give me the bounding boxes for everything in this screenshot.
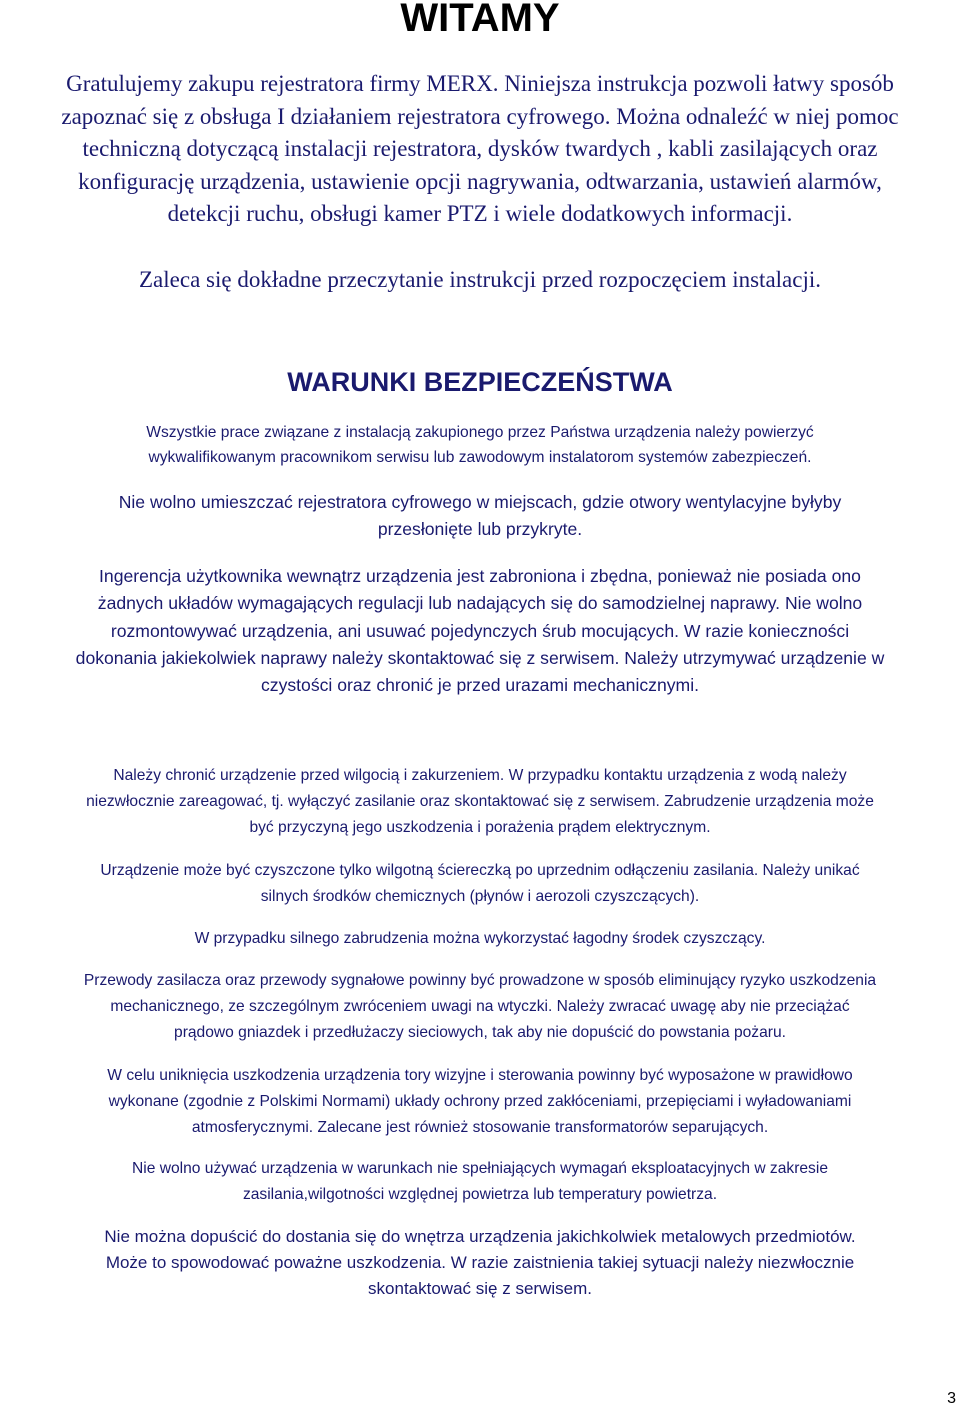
paragraph-line: Urządzenie może być czyszczone tylko wilgotną ściereczką po uprzednim odłączeniu zasilania. Należy unikać <box>100 862 860 879</box>
paragraph-line: atmosferycznymi. Zalecane jest również stosowanie transformatorów separujących. <box>191 1119 769 1136</box>
paragraph-line: W celu uniknięcia uszkodzenia urządzenia tory wizyjne i sterowania powinny być wyposażone w prawidłowo <box>107 1067 853 1084</box>
paragraph-line: W przypadku silnego zabrudzenia można wykorzystać łagodny środek czyszczący. <box>194 930 766 947</box>
paragraph-line: być przyczyną jego uszkodzenia i porażenia prądem elektrycznym. <box>249 819 711 836</box>
safety-paragraph-qualified-staff <box>0 420 960 470</box>
paragraph-line: Nie wolno umieszczać rejestratora cyfrowego w miejscach, gdzie otwory wentylacyjne byłyby <box>118 492 842 512</box>
safety-paragraph-moisture <box>0 763 960 841</box>
safety-paragraph-surge-protection <box>0 1063 960 1141</box>
paragraph-line: wykwalifikowanym pracownikom serwisu lub zawodowym instalatorom systemów zabezpieczeń. <box>148 449 812 466</box>
paragraph-line: czystości oraz chronić je przed urazami mechanicznymi. <box>260 675 700 696</box>
paragraph-line: Należy chronić urządzenie przed wilgocią i zakurzeniem. W przypadku kontaktu urządzenia z wodą należy <box>113 767 847 784</box>
intro-line: konfigurację urządzenia, ustawienie opcji nagrywania, odtwarzania, ustawień alarmów, <box>78 168 882 194</box>
paragraph-line: mechanicznego, ze szczególnym zwróceniem uwagi na wtyczki. Należy zwracać uwagę aby nie przeciążać <box>110 998 850 1015</box>
paragraph-line: przesłonięte lub przykryte. <box>377 519 583 540</box>
intro-line: techniczną dotyczącą instalacji rejestratora, dysków twardych , kabli zasilających oraz <box>82 136 878 161</box>
paragraph-line: Nie wolno używać urządzenia w warunkach nie spełniających wymagań eksploatacyjnych w zakresie <box>132 1160 828 1177</box>
safety-heading: WARUNKI BEZPIECZEŃSTWA <box>287 367 673 397</box>
paragraph-line: Ingerencja użytkownika wewnątrz urządzenia jest zabroniona i zbędna, ponieważ nie posiada ono <box>99 566 861 586</box>
safety-paragraph-no-user-repair <box>0 563 960 699</box>
paragraph-line: Wszystkie prace związane z instalacją zakupionego przez Państwa urządzenia należy powierzyć <box>146 424 814 441</box>
paragraph-line: dokonania jakiekolwiek naprawy należy skontaktować się z serwisem. Należy utrzymywać urządzenie w <box>75 647 885 668</box>
paragraph-line: żadnych układów wymagających regulacji lub nadających się do samodzielnej naprawy. Nie wolno <box>97 593 863 614</box>
safety-paragraph-operating-conditions <box>0 1156 960 1208</box>
paragraph-line: rozmontowywać urządzenia, ani usuwać pojedynczych śrub mocujących. W razie konieczności <box>110 620 850 641</box>
intro-line: zapoznać się z obsługa I działaniem rejestratora cyfrowego. Można odnaleźć w niej pomoc <box>61 103 899 129</box>
page-number: 3 <box>947 1390 956 1407</box>
safety-paragraph-metal-objects <box>0 1224 960 1302</box>
paragraph-line: Przewody zasilacza oraz przewody sygnałowe powinny być prowadzone w sposób eliminujący ryzyko uszkodzenia <box>83 972 877 989</box>
recommendation-note: Zaleca się dokładne przeczytanie instrukcji przed rozpoczęciem instalacji. <box>139 267 821 292</box>
page-title: WITAMY <box>400 0 560 40</box>
paragraph-line: niezwłocznie zareagować, tj. wyłączyć zasilanie oraz skontaktować się z serwisem. Zabrudzenie urządzenia może <box>86 793 874 810</box>
intro-line: detekcji ruchu, obsługi kamer PTZ i wiele dodatkowych informacji. <box>167 201 793 226</box>
paragraph-line: skontaktować się z serwisem. <box>368 1279 592 1298</box>
intro-line: Gratulujemy zakupu rejestratora firmy MERX. Niniejsza instrukcja pozwoli łatwy sposób <box>66 71 894 96</box>
paragraph-line: Nie można dopuścić do dostania się do wnętrza urządzenia jakichkolwiek metalowych przedmiotów. <box>104 1227 856 1246</box>
intro-paragraph <box>0 68 960 231</box>
paragraph-line: zasilania,wilgotności względnej powietrza lub temperatury powietrza. <box>242 1186 718 1203</box>
safety-paragraph-cables <box>0 968 960 1046</box>
paragraph-line: Może to spowodować poważne uszkodzenia. W razie zaistnienia takiej sytuacji należy niezwłocznie <box>105 1253 855 1272</box>
safety-paragraph-ventilation <box>0 489 960 544</box>
paragraph-line: prądowo gniazdek i przedłużaczy sieciowych, tak aby nie dopuścić do powstania pożaru. <box>174 1024 786 1041</box>
safety-paragraph-mild-cleaner <box>0 926 960 952</box>
paragraph-line: silnych środków chemicznych (płynów i aerozoli czyszczących). <box>260 888 700 905</box>
paragraph-line: wykonane (zgodnie z Polskimi Normami) układy ochrony przed zakłóceniami, przepięciami i wyładowaniami <box>108 1093 852 1110</box>
safety-paragraph-cleaning <box>0 858 960 910</box>
